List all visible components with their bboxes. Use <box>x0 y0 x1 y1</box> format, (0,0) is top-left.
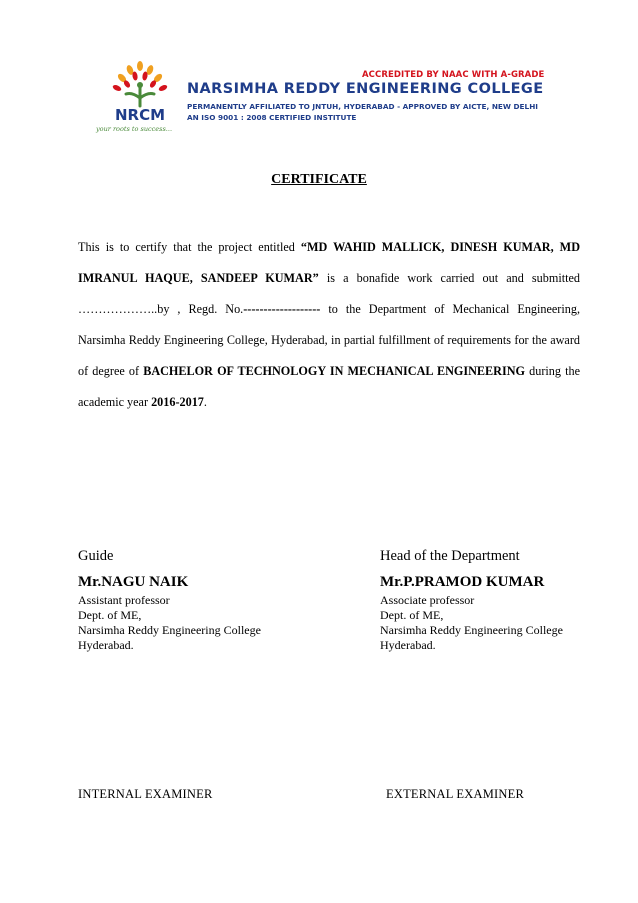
degree-name: BACHELOR OF TECHNOLOGY IN MECHANICAL ENGINEERING <box>143 364 526 378</box>
guide-dept: Dept. of ME, <box>78 608 142 622</box>
guide-name: Mr.NAGU NAIK <box>78 574 189 590</box>
body-intro: This is to certify that the project entitled <box>78 240 301 254</box>
certificate-body <box>78 232 580 418</box>
tree-logo-icon <box>92 58 192 128</box>
body-end: . <box>203 395 207 409</box>
guide-city: Hyderabad. <box>78 638 134 652</box>
guide-signature-block <box>78 547 261 653</box>
internal-examiner-label: INTERNAL EXAMINER <box>78 787 213 801</box>
academic-year: 2016-2017 <box>151 395 204 409</box>
guide-role: Guide <box>78 548 114 564</box>
body-mid3: during the academic year <box>78 364 580 409</box>
college-name: NARSIMHA REDDY ENGINEERING COLLEGE <box>187 81 544 97</box>
iso-certification-text: AN ISO 9001 : 2008 CERTIFIED INSTITUTE <box>187 113 357 122</box>
hod-dept: Dept. of ME, <box>380 608 444 622</box>
body-mid1: is a bonafide work carried out and submitted ………………..by , Regd. No. <box>78 271 580 316</box>
hod-designation: Associate professor <box>380 593 475 607</box>
regd-number-blank: ------------------- <box>243 302 321 316</box>
logo-text: NRCM <box>114 106 166 124</box>
guide-designation: Assistant professor <box>78 593 170 607</box>
hod-signature-block <box>380 547 563 653</box>
project-title: “MD WAHID MALLICK, DINESH KUMAR, MD IMRANUL HAQUE, SANDEEP KUMAR” <box>78 240 580 285</box>
hod-college: Narsimha Reddy Engineering College <box>380 623 563 637</box>
college-header <box>92 50 572 140</box>
hod-city: Hyderabad. <box>380 638 436 652</box>
accreditation-text: ACCREDITED BY NAAC WITH A-GRADE <box>362 70 545 80</box>
logo-tagline: your roots to success... <box>96 125 173 133</box>
certificate-title: CERTIFICATE <box>271 172 367 187</box>
external-examiner-label: EXTERNAL EXAMINER <box>386 787 524 801</box>
affiliation-text: PERMANENTLY AFFILIATED TO JNTUH, HYDERABAD - APPROVED BY AICTE, NEW DELHI <box>187 102 539 111</box>
body-mid2: to the Department of Mechanical Engineering, Narsimha Reddy Engineering College, Hyderabad, in partial fulfillment of requirements for the award of degree of <box>78 302 580 378</box>
hod-name: Mr.P.PRAMOD KUMAR <box>380 574 545 590</box>
hod-role: Head of the Department <box>380 548 520 564</box>
guide-college: Narsimha Reddy Engineering College <box>78 623 261 637</box>
